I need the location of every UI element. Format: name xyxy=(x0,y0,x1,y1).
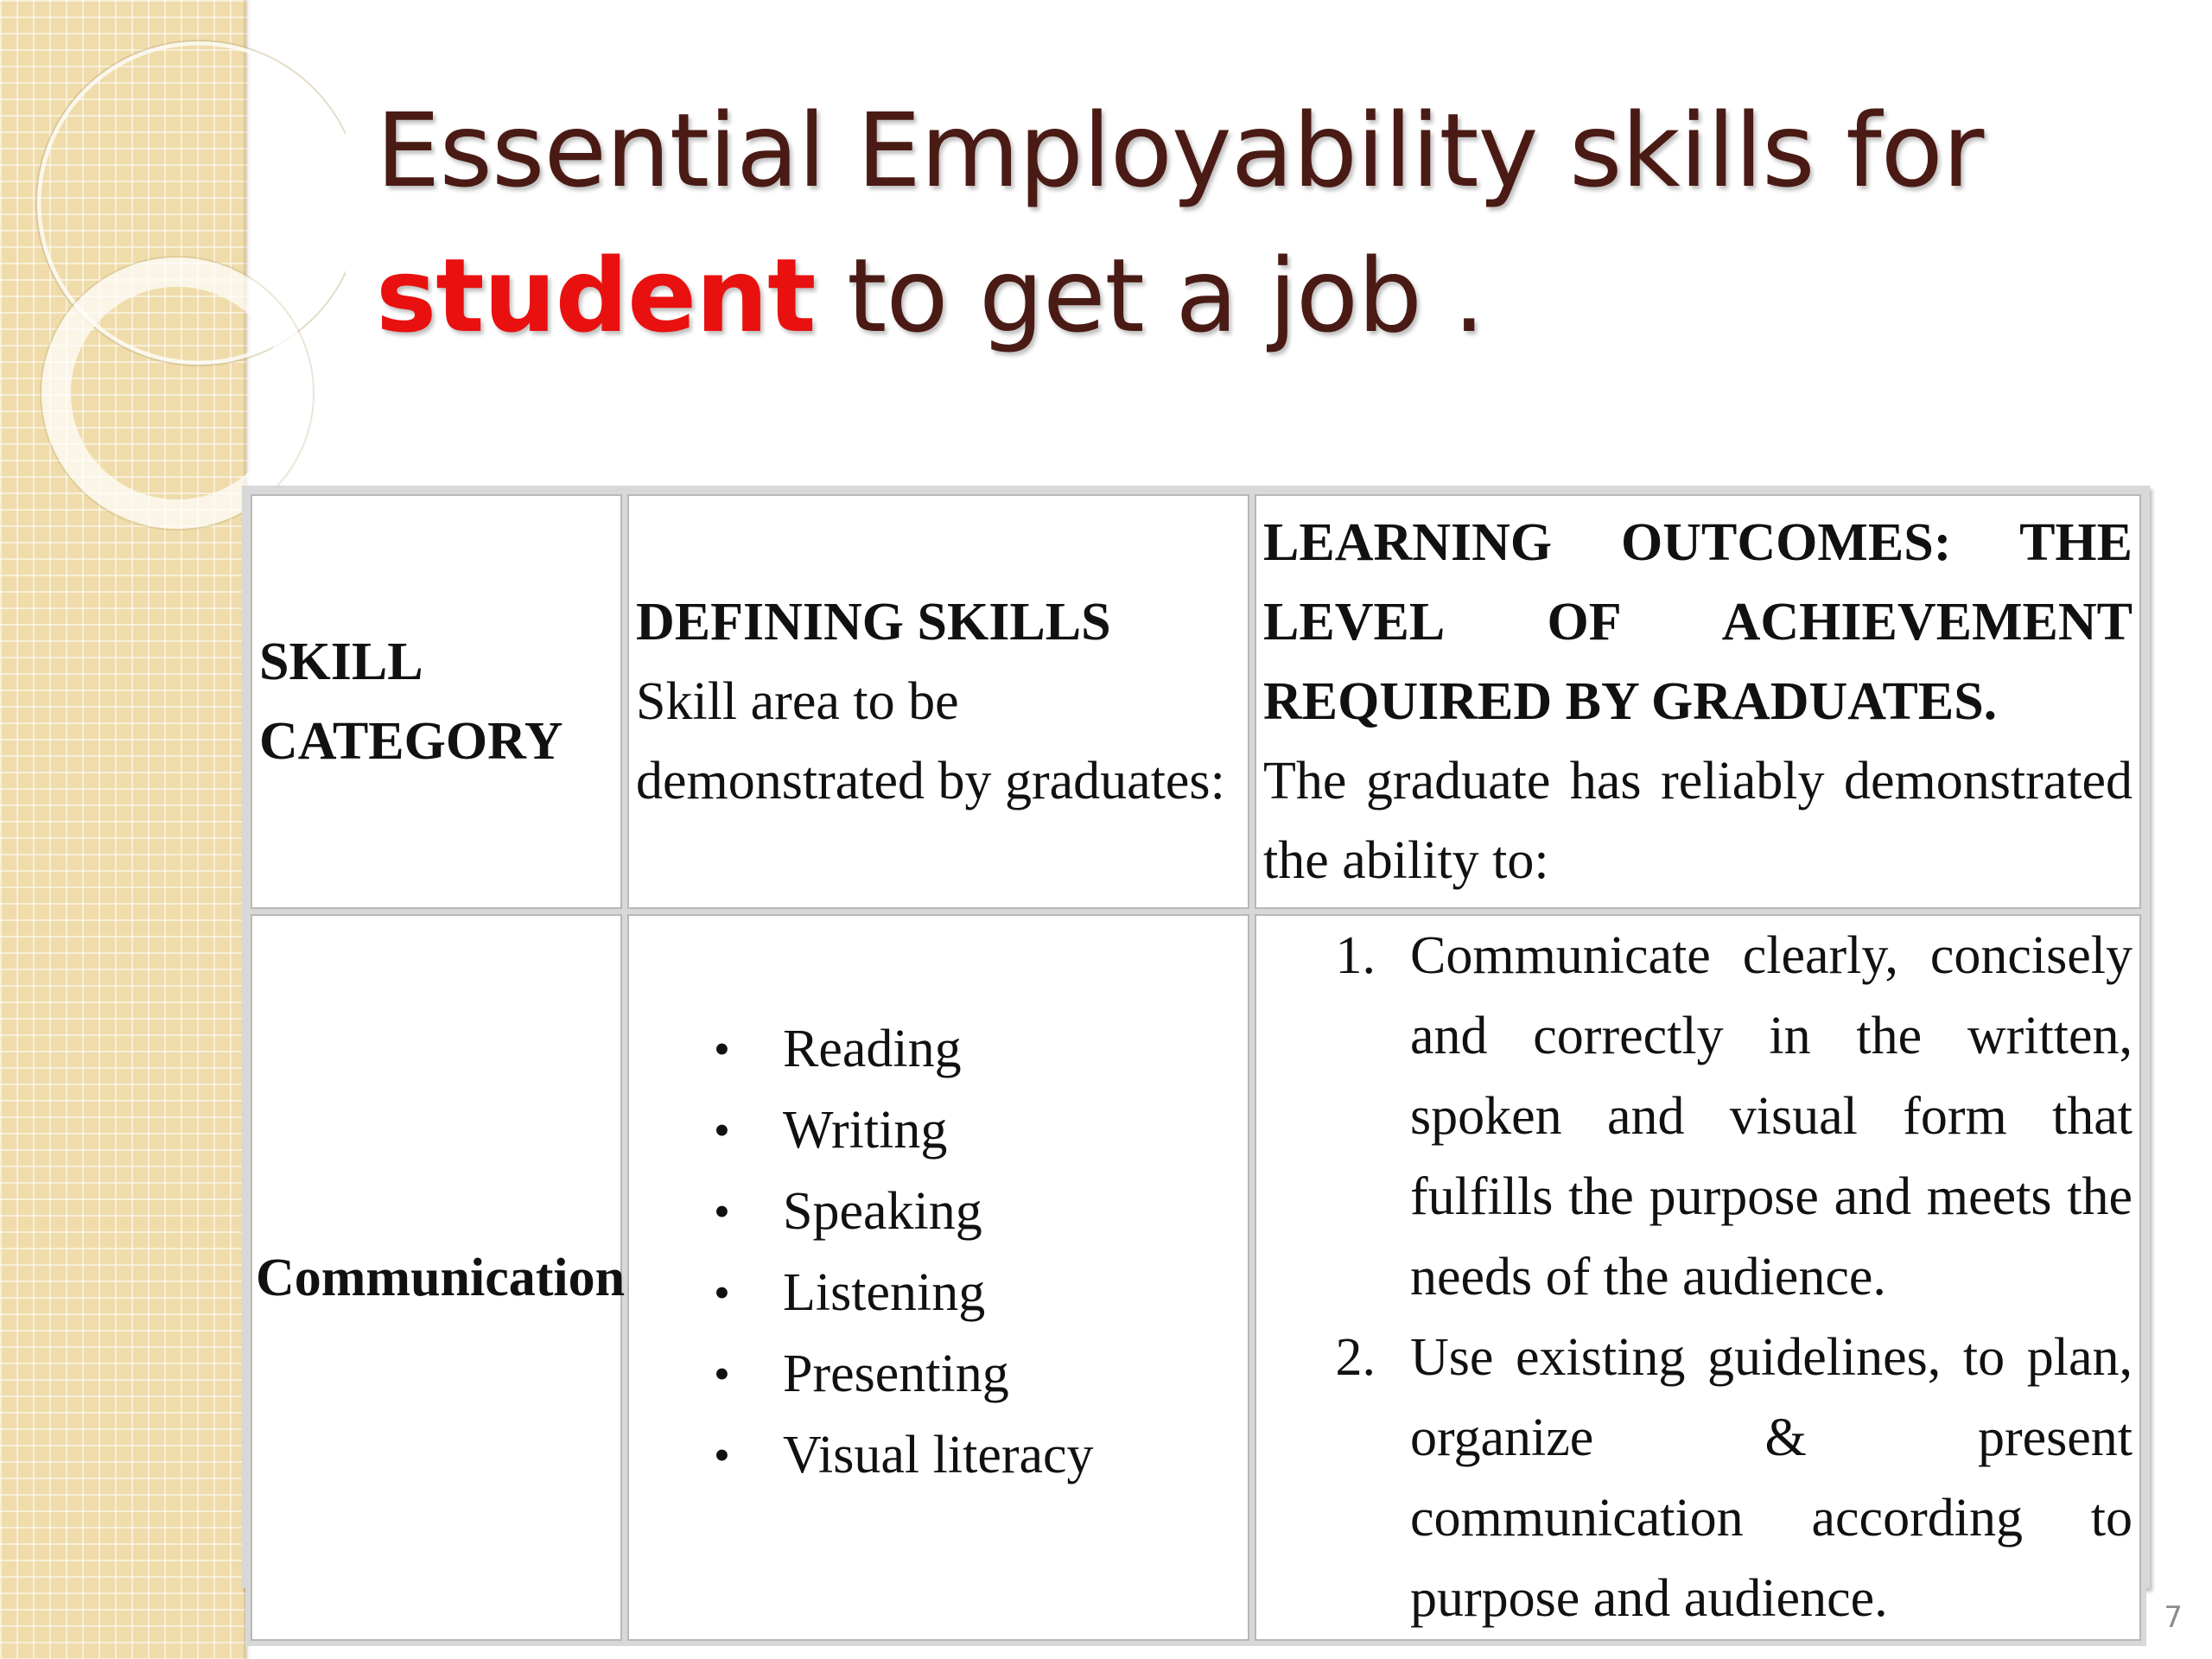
outcomes-list xyxy=(1263,916,2133,1639)
title-part1: Essential Employability skills for xyxy=(376,91,1984,210)
list-item xyxy=(1263,916,2133,1318)
list-item: • Visual literacy xyxy=(714,1414,1241,1496)
list-item xyxy=(1263,1318,2133,1639)
list-item: • Speaking xyxy=(714,1171,1241,1252)
table-header-row xyxy=(251,494,2141,909)
learning-outcomes-subtitle: The graduate has reliably demonstrated the ability to: xyxy=(1263,752,2133,890)
learning-outcomes-cell xyxy=(1255,914,2141,1641)
page-number: 7 xyxy=(2164,1600,2183,1635)
header-skill-word: SKILL xyxy=(259,632,423,691)
outcome-text: Use existing guidelines, to plan, organize & present communication according to purpose and audience. xyxy=(1410,1328,2133,1628)
skills-table xyxy=(245,489,2146,1646)
header-defining-skills xyxy=(627,494,1249,909)
defining-skills-subtitle: Skill area to be demonstrated by graduates: xyxy=(636,672,1225,810)
header-skill-category xyxy=(251,494,622,909)
skills-table-frame xyxy=(242,486,2150,1628)
title-accent-word: student xyxy=(376,236,816,355)
table-row xyxy=(251,914,2141,1641)
header-category-word: CATEGORY xyxy=(259,712,563,771)
title-part2: to get a job . xyxy=(815,236,1485,355)
slide-title xyxy=(376,78,2061,368)
list-item: • Reading xyxy=(714,1008,1241,1090)
defining-skills-cell xyxy=(627,914,1249,1641)
decorative-rings xyxy=(0,0,346,553)
header-learning-outcomes xyxy=(1255,494,2141,909)
list-item: • Writing xyxy=(714,1090,1241,1171)
outcome-text: Communicate clearly, concisely and correctly in the written, spoken and visual form that fulfills the purpose and meets the needs of the audience. xyxy=(1410,926,2133,1306)
outcome-number: 2. xyxy=(1335,1328,1376,1387)
skill-category-cell: Communication xyxy=(251,914,622,1641)
defining-skills-title: DEFINING SKILLS xyxy=(636,593,1111,652)
outcome-number: 1. xyxy=(1335,926,1376,985)
learning-outcomes-title: LEARNING OUTCOMES: THE LEVEL OF ACHIEVEMENT REQUIRED BY GRADUATES. xyxy=(1263,513,2133,731)
list-item: • Presenting xyxy=(714,1333,1241,1414)
skills-list xyxy=(636,1008,1241,1548)
list-item: • Listening xyxy=(714,1252,1241,1333)
